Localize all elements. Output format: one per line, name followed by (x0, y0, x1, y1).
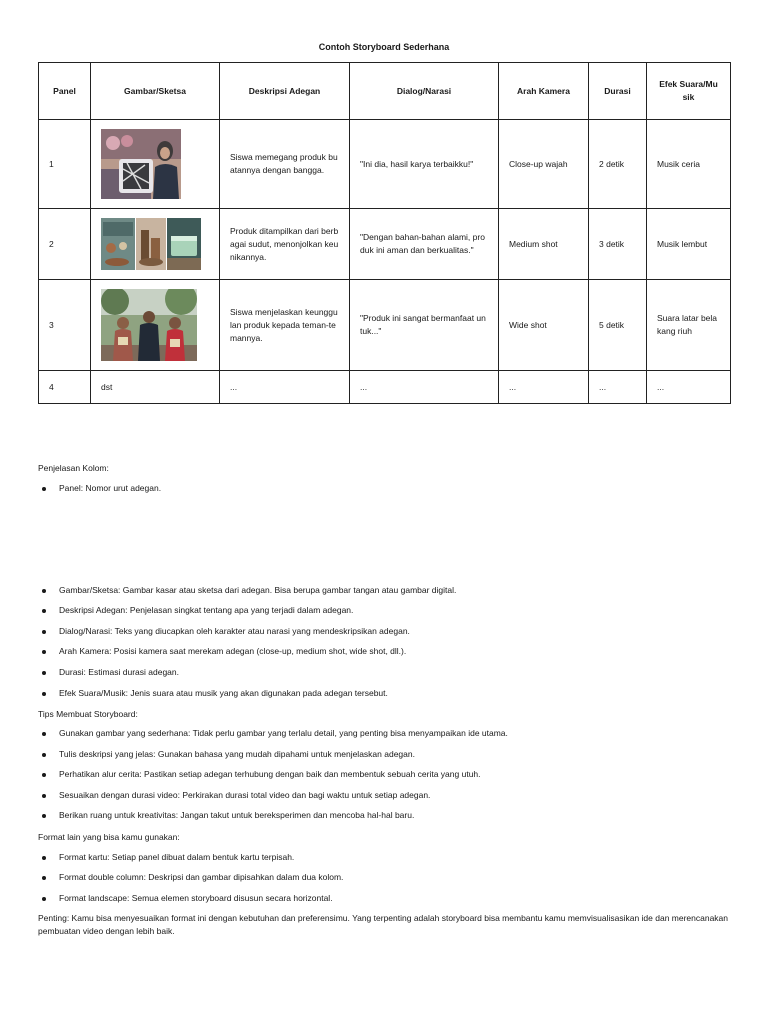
header-durasi: Durasi (589, 63, 647, 120)
heading-tips: Tips Membuat Storyboard: (38, 709, 138, 719)
header-deskripsi: Deskripsi Adegan (220, 63, 350, 120)
header-panel: Panel (39, 63, 91, 120)
cell-dialog: "Ini dia, hasil karya terbaikku!" (350, 120, 499, 209)
list-item: Panel: Nomor urut adegan. (54, 483, 161, 493)
header-dialog: Dialog/Narasi (350, 63, 499, 120)
list-item: Format double column: Deskripsi dan gambar dipisahkan dalam dua kolom. (54, 872, 343, 882)
list-item: Efek Suara/Musik: Jenis suara atau musik yang akan digunakan pada adegan tersebut. (54, 688, 388, 698)
cell-durasi: ... (589, 371, 647, 404)
cell-efek: Musik lembut (647, 209, 731, 280)
table-row (39, 209, 731, 280)
cell-durasi: 3 detik (589, 209, 647, 280)
header-efek: Efek Suara/Musik (647, 63, 731, 120)
cell-panel: 4 (39, 371, 91, 404)
table-header-row (39, 63, 731, 120)
cell-panel: 3 (39, 280, 91, 371)
cell-panel: 1 (39, 120, 91, 209)
header-kamera: Arah Kamera (499, 63, 589, 120)
storyboard-table (38, 62, 731, 404)
list-item: Perhatikan alur cerita: Pastikan setiap adegan terhubung dengan baik dan membentuk sebuah cerita yang utuh. (54, 769, 481, 779)
cell-efek: Suara latar belakang riuh (647, 280, 731, 371)
list-item: Deskripsi Adegan: Penjelasan singkat tentang apa yang terjadi dalam adegan. (54, 605, 353, 615)
cell-kamera: Medium shot (499, 209, 589, 280)
cell-dialog: "Dengan bahan-bahan alami, produk ini aman dan berkualitas." (350, 209, 499, 280)
cell-image-text: dst (91, 371, 220, 404)
cell-image (91, 120, 220, 209)
list-item: Dialog/Narasi: Teks yang diucapkan oleh karakter atau narasi yang mendeskripsikan adegan. (54, 626, 410, 636)
cell-durasi: 5 detik (589, 280, 647, 371)
cell-image (91, 209, 220, 280)
closing-paragraph: Penting: Kamu bisa menyesuaikan format ini dengan kebutuhan dan preferensimu. Yang terpenting adalah storyboard bisa membantu kamu memvisualisasikan ide dan merencanakan pembuatan video dengan lebih baik. (38, 913, 729, 936)
table-row (39, 280, 731, 371)
list-item: Durasi: Estimasi durasi adegan. (54, 667, 179, 677)
cell-deskripsi: Siswa memegang produk buatannya dengan bangga. (220, 120, 350, 209)
heading-format: Format lain yang bisa kamu gunakan: (38, 832, 180, 842)
cell-kamera: ... (499, 371, 589, 404)
cell-kamera: Wide shot (499, 280, 589, 371)
cell-efek: Musik ceria (647, 120, 731, 209)
cell-image (91, 280, 220, 371)
cell-efek: ... (647, 371, 731, 404)
heading-penjelasan-kolom: Penjelasan Kolom: (38, 463, 109, 473)
table-row (39, 120, 731, 209)
list-item: Tulis deskripsi yang jelas: Gunakan bahasa yang mudah dipahami untuk menjelaskan adegan. (54, 749, 415, 759)
list-item: Format landscape: Semua elemen storyboard disusun secara horizontal. (54, 893, 333, 903)
document-title: Contoh Storyboard Sederhana (318, 42, 450, 52)
photo-product-collage (101, 218, 201, 270)
cell-deskripsi: Siswa menjelaskan keunggulan produk kepada teman-temannya. (220, 280, 350, 371)
cell-durasi: 2 detik (589, 120, 647, 209)
cell-deskripsi: ... (220, 371, 350, 404)
list-item: Gunakan gambar yang sederhana: Tidak perlu gambar yang terlalu detail, yang penting bisa menyampaikan ide utama. (54, 728, 508, 738)
cell-dialog: ... (350, 371, 499, 404)
cell-dialog: "Produk ini sangat bermanfaat untuk..." (350, 280, 499, 371)
cell-panel: 2 (39, 209, 91, 280)
list-item: Sesuaikan dengan durasi video: Perkirakan durasi total video dan bagi waktu untuk setiap adegan. (54, 790, 430, 800)
list-item: Gambar/Sketsa: Gambar kasar atau sketsa dari adegan. Bisa berupa gambar tangan atau gambar digital. (54, 585, 456, 595)
header-gambar: Gambar/Sketsa (91, 63, 220, 120)
table-row (39, 371, 731, 404)
list-item: Berikan ruang untuk kreativitas: Jangan takut untuk bereksperimen dan mencoba hal-hal baru. (54, 810, 414, 820)
list-item: Arah Kamera: Posisi kamera saat merekam adegan (close-up, medium shot, wide shot, dll.). (54, 646, 406, 656)
list-item: Format kartu: Setiap panel dibuat dalam bentuk kartu terpisah. (54, 852, 294, 862)
cell-deskripsi: Produk ditampilkan dari berbagai sudut, menonjolkan keunikannya. (220, 209, 350, 280)
photo-student-holding-product (101, 129, 181, 199)
cell-kamera: Close-up wajah (499, 120, 589, 209)
photo-students-group (101, 289, 197, 361)
